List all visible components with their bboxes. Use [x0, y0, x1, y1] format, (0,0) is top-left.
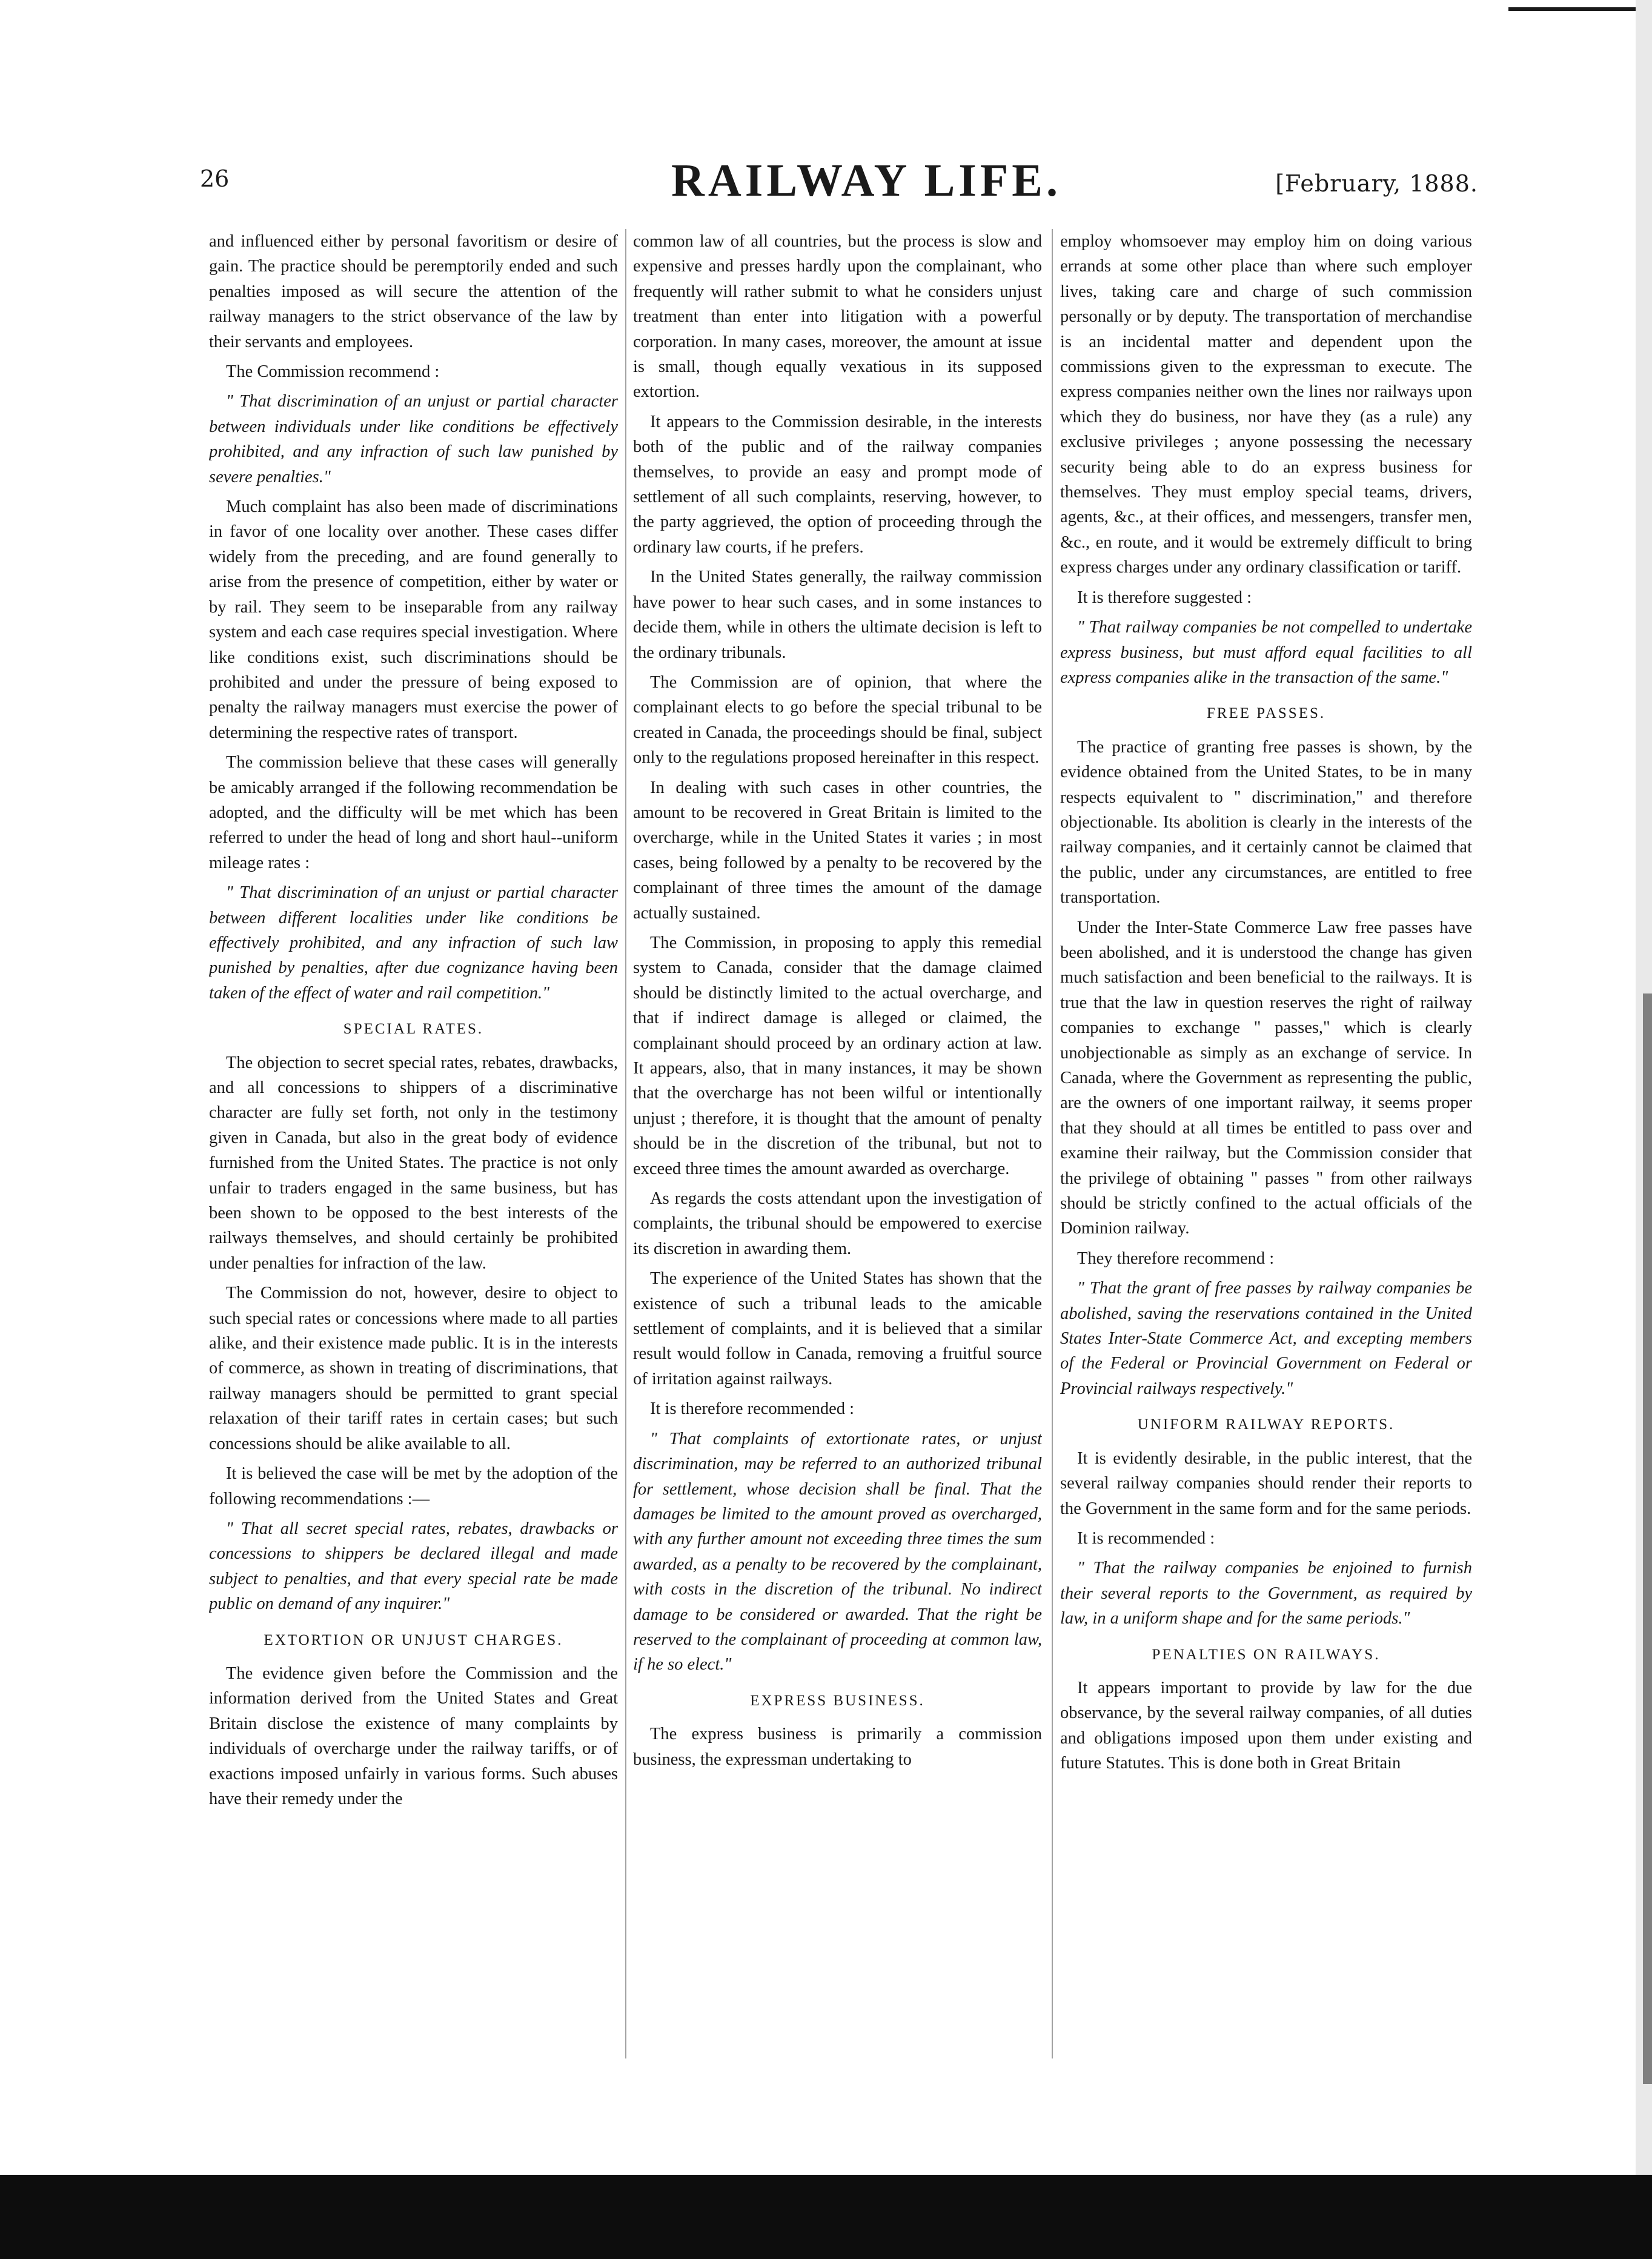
paragraph: It is therefore suggested : [1077, 588, 1252, 607]
page-header [200, 154, 1478, 221]
paragraph: The objection to secret special rates, rebates, drawbacks, and all concessions to shippers of a discriminative character are fully set forth, not only in the testimony given in Canada, but also in the great body of evidence furnished from the United States. The practice is not only unfair to traders engaged in the same business, but has been shown to be opposed to the best interests of the railways themselves, and should certainly be prohibited under penalties for infraction of the law. [209, 1053, 618, 1273]
scan-bottom-margin [0, 2175, 1652, 2259]
paragraph: The practice of granting free passes is shown, by the evidence obtained from the United States, to be in many respects equivalent to " discrimination," and therefore objectionable. Its abolition is clearly in the interests of the railway companies, and it certainly cannot be claimed that the public, under any circumstances, are entitled to free transportation. [1060, 737, 1472, 907]
column-rule-2 [1052, 229, 1053, 2058]
paragraph: The Commission do not, however, desire to object to such special rates or concessions where made to all parties alike, and their existence made public. It is in the interests of commerce, as shown in treating of discriminations, that railway managers should be permitted to grant special relaxation of their tariff rates in certain cases; but such concessions should be alike available to all. [209, 1284, 618, 1453]
paragraph: It is recommended : [1077, 1528, 1215, 1548]
page-number: 26 [200, 165, 230, 192]
paragraph: In dealing with such cases in other countries, the amount to be recovered in Great Britain is limited to the overcharge, while in the United States it varies ; in most cases, being followed by a penalty to be recovered by the complainant of three times the amount of the damage actually sustained. [633, 778, 1042, 923]
publication-title: RAILWAY LIFE. [671, 155, 1061, 206]
recommendation-quote: " That complaints of extortionate rates, or unjust discrimination, may be referred to an authorized tribunal for settlement, whose decision shall be final. That the damages be limited to the amount proved as overcharged, with any further amount not exceeding three times the sum awarded, as a penalty to be recovered by the complainant, with costs in the discretion of the tribunal. No indirect damage to be considered or awarded. That the right be reserved to the complainant of proceeding at common law, if he so elect." [633, 1429, 1042, 1674]
paragraph: Under the Inter-State Commerce Law free passes have been abolished, and it is understood the change has given much satisfaction and been beneficial to the railways. It is true that the law in question reserves the right of railway companies to exchange " passes," which is clearly unobjectionable as simply as an exchange of service. In Canada, where the Government as representing the public, are the owners of one important railway, it seems proper that they should at all times be entitled to pass over and examine their railway, but the Commission consider that the privilege of obtaining " passes " from other railways should be strictly confined to the actual officials of the Dominion railway. [1060, 918, 1472, 1238]
section-heading: FREE PASSES. [1206, 705, 1326, 722]
paragraph: The express business is primarily a commission business, the expressman undertaking to [633, 1725, 1042, 1769]
recommendation-quote: " That railway companies be not compelled to undertake express business, but must afford equal facilities to all express companies alike in the transaction of the same." [1060, 618, 1472, 687]
section-heading: PENALTIES ON RAILWAYS. [1152, 1646, 1381, 1663]
paragraph: It is believed the case will be met by the adoption of the following recommendations :— [209, 1464, 618, 1508]
paragraph: In the United States generally, the railway commission have power to hear such cases, and in some instances to decide them, while in others the ultimate decision is left to the ordinary tribunals. [633, 568, 1042, 662]
recommendation-quote: " That discrimination of an unjust or partial character between different localities under like conditions be effectively prohibited, and any infraction of such law punished by penalties, after due cognizance having been taken of the effect of water and rail competition." [209, 883, 618, 1003]
section-heading: SPECIAL RATES. [343, 1021, 484, 1038]
paragraph: and influenced either by personal favoritism or desire of gain. The practice should be peremptorily ended and such penalties imposed as will secure the attention of the railway managers to the strict observance of the law by their servants and employees. [209, 232, 618, 351]
paragraph: The Commission are of opinion, that where the complainant elects to go before the special tribunal to be created in Canada, the proceedings should be final, subject only to the regulations proposed hereinafter in this respect. [633, 672, 1042, 768]
paragraph: common law of all countries, but the process is slow and expensive and presses hardly upon the complainant, who frequently will rather submit to what he considers unjust treatment than enter into litigation with a powerful corporation. In many cases, moreover, the amount at issue is small, though equally vexatious in its supposed extortion. [633, 232, 1042, 402]
page-edge-dark [1643, 993, 1652, 2084]
column-rule-1 [625, 229, 626, 2058]
column-1 [209, 229, 618, 2058]
recommendation-quote: " That all secret special rates, rebates, drawbacks or concessions to shippers be declared illegal and made subject to penalties, and that every special rate be made public on demand of any inquirer." [209, 1519, 618, 1614]
recommendation-quote: " That the grant of free passes by railway companies be abolished, saving the reservations contained in the United States Inter-State Commerce Act, and excepting members of the Federal or Provincial Government on Federal or Provincial railways respectively." [1060, 1279, 1472, 1398]
column-3 [1060, 229, 1472, 2058]
paragraph: The Commission, in proposing to apply this remedial system to Canada, consider that the damage claimed should be distinctly limited to the actual overcharge, and that if indirect damage is alleged or claimed, the complainant should proceed by an ordinary action at law. It appears, also, that in many instances, it may be shown that the overcharge has not been wilful or intentionally unjust ; therefore, it is thought that the amount of penalty should be in the discretion of the tribunal, but not to exceed three times the amount awarded as overcharge. [633, 933, 1042, 1178]
issue-date: [February, 1888. [1275, 170, 1478, 197]
recommendation-quote: " That the railway companies be enjoined to furnish their several reports to the Government, as required by law, in a uniform shape and for the same periods." [1060, 1559, 1472, 1628]
paragraph: Much complaint has also been made of discriminations in favor of one locality over another. These cases differ widely from the preceding, and are found generally to arise from the presence of competition, either by water or by rail. They seem to be inseparable from any railway system and each case requires special investigation. Where like conditions exist, such discriminations should be prohibited and under the pressure of being exposed to penalty the railway managers must exercise the power of determining the respective rates of transport. [209, 497, 618, 742]
paragraph: As regards the costs attendant upon the investigation of complaints, the tribunal should be empowered to exercise its discretion in awarding them. [633, 1189, 1042, 1258]
paragraph: employ whomsoever may employ him on doing various errands at some other place than where such employer lives, taking care and charge of such commission personally or by deputy. The transportation of merchandise is an incidental matter and dependent upon the commissions given to the expressman to execute. The express companies neither own the lines nor railways upon which they do business, nor have they (as a rule) any exclusive privileges ; anyone possessing the necessary security being able to do an express business for themselves. They must employ special teams, drivers, agents, &c., at their offices, and messengers, transfer men, &c., en route, and it would be extremely difficult to bring express charges under any ordinary classification or tariff. [1060, 232, 1472, 577]
paragraph: The commission believe that these cases will generally be amicably arranged if the following recommendation be adopted, and the difficulty will be met which has been referred to under the head of long and short haul--uniform mileage rates : [209, 753, 618, 872]
section-heading: EXTORTION OR UNJUST CHARGES. [264, 1631, 563, 1648]
paragraph: It is therefore recommended : [650, 1399, 855, 1419]
paragraph: They therefore recommend : [1077, 1249, 1275, 1268]
section-heading: UNIFORM RAILWAY REPORTS. [1137, 1416, 1395, 1433]
recommendation-quote: " That discrimination of an unjust or partial character between individuals under like conditions be effectively prohibited, and any infraction of such law punished by severe penalties." [209, 392, 618, 486]
top-edge-rule [1508, 7, 1652, 11]
paragraph: It is evidently desirable, in the public interest, that the several railway companies should render their reports to the Government in the same form and for the same periods. [1060, 1448, 1472, 1518]
paragraph: It appears to the Commission desirable, in the interests both of the public and of the railway companies themselves, to provide an easy and prompt mode of settlement of all such complaints, reserving, however, to the party aggrieved, the option of proceeding through the ordinary law courts, if he prefers. [633, 412, 1042, 557]
paragraph: It appears important to provide by law for the due observance, by the several railway companies, of all duties and obligations imposed upon them under existing and future Statutes. This is done both in Great Britain [1060, 1678, 1472, 1773]
section-heading: EXPRESS BUSINESS. [750, 1692, 925, 1709]
paragraph: The Commission recommend : [226, 362, 440, 382]
paragraph: The evidence given before the Commission and the information derived from the United States and Great Britain disclose the existence of many complaints by individuals of overcharge under the railway tariffs, or of exactions imposed unfairly in various forms. Such abuses have their remedy under the [209, 1664, 618, 1808]
paragraph: The experience of the United States has shown that the existence of such a tribunal leads to the amicable settlement of complaints, and it is believed that a similar result would follow in Canada, removing a fruitful source of irritation against railways. [633, 1269, 1042, 1388]
column-2 [633, 229, 1042, 2058]
